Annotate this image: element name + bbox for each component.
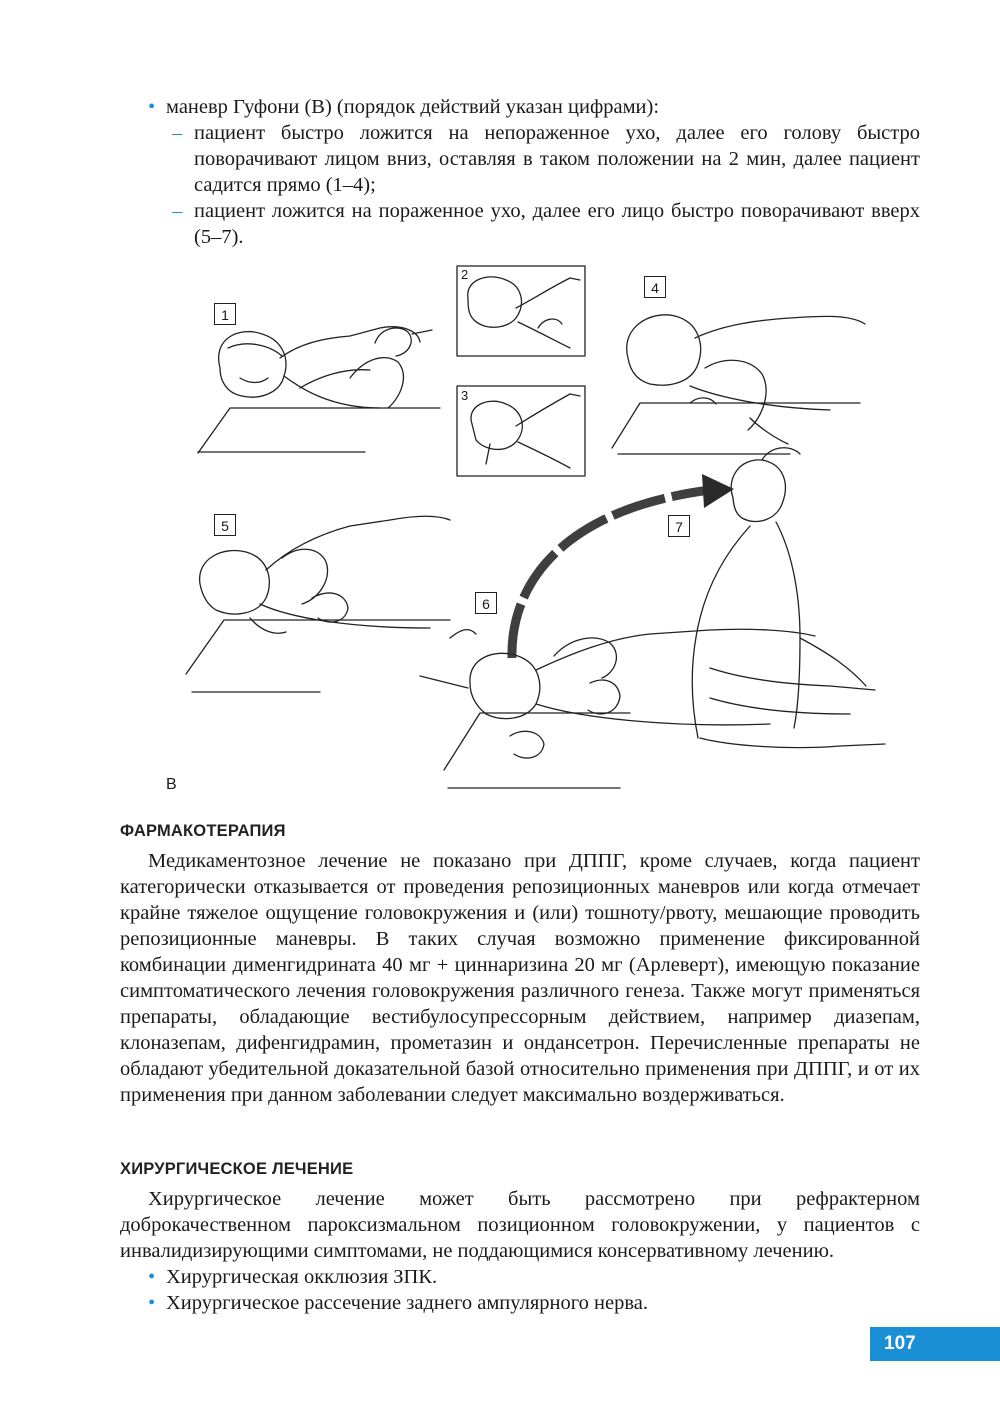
list-item bbox=[148, 1264, 920, 1290]
list-item-text: Хирургическая окклюзия ЗПК. bbox=[166, 1266, 438, 1288]
panel-label-5: 5 bbox=[214, 514, 236, 536]
list-item bbox=[148, 94, 920, 120]
sub-list-item bbox=[148, 198, 920, 250]
panel-label-4: 4 bbox=[644, 276, 666, 298]
panel-label-3: 3 bbox=[461, 388, 469, 403]
list-item bbox=[148, 1290, 920, 1316]
sub-list-item-text: пациент быстро ложится на непораженное ухо, далее его голову быстро поворачивают лицом вниз, оставляя в таком положении на 2 мин, далее пациент садится прямо (1–4); bbox=[194, 122, 920, 196]
panel-label-6: 6 bbox=[475, 592, 497, 614]
section-heading-surgery: ХИРУРГИЧЕСКОЕ ЛЕЧЕНИЕ bbox=[120, 1160, 354, 1178]
panel-label-7: 7 bbox=[668, 515, 690, 537]
sub-list-item-text: пациент ложится на пораженное ухо, далее его лицо быстро поворачивают вверх (5–7). bbox=[194, 200, 920, 248]
sub-list-item bbox=[148, 120, 920, 198]
surgery-list bbox=[148, 1264, 920, 1316]
maneuver-illustration bbox=[150, 258, 890, 808]
surgery-paragraph: Хирургическое лечение может быть рассмотрено при рефрактерном доброкачественном пароксизмальном позиционном головокружении, у пациентов с инвалидизирующими симптомами, не поддающимися консервативному лечению. bbox=[120, 1188, 920, 1262]
arrow-head-icon bbox=[702, 474, 734, 508]
pharmacotherapy-paragraph: Медикаментозное лечение не показано при ДППГ, кроме случаев, когда пациент категорически отказывается от проведения репозиционных маневров или когда отмечает крайне тяжелое ощущение головокружения и (или) тошноту/рвоту, мешающие проводить репозиционные маневры. В таких случая возможно применение фиксированной комбинации дименгидрината 40 мг + циннаризина 20 мг (Арлеверт), имеющую показание симптоматического лечения головокружения различного генеза. Также могут применяться препараты, обладающие вестибулосупрессорным действием, например диазепам, клоназепам, дифенгидрамин, прометазин и ондансетрон. Перечисленные препараты не обладают убедительной доказательной базой относительно применения при ДППГ, и от их применения при данном заболевании следует максимально воздерживаться. bbox=[120, 850, 920, 1106]
panel-label-2: 2 bbox=[461, 267, 469, 282]
illustration-drawing bbox=[150, 258, 890, 808]
bullet-icon: • bbox=[148, 1266, 156, 1288]
bullet-icon: • bbox=[148, 96, 156, 118]
figure-panel-6 bbox=[420, 629, 815, 788]
list-item-text: Хирургическое рассечение заднего ампулярного нерва. bbox=[166, 1292, 648, 1314]
page-number: 107 bbox=[870, 1327, 1000, 1361]
dash-icon: – bbox=[172, 200, 183, 222]
figure-panel-5 bbox=[186, 516, 450, 692]
figure-panel-4 bbox=[612, 315, 865, 454]
maneuver-list bbox=[148, 94, 920, 250]
bullet-icon: • bbox=[148, 1292, 156, 1314]
figure-caption: В bbox=[166, 776, 177, 793]
figure-panel-1 bbox=[198, 327, 440, 453]
figure-panel-2 bbox=[457, 266, 585, 356]
section-heading-pharmacotherapy: ФАРМАКОТЕРАПИЯ bbox=[120, 822, 286, 840]
panel-label-1: 1 bbox=[214, 303, 236, 325]
figure-panel-3 bbox=[457, 386, 585, 476]
list-item-text: маневр Гуфони (В) (порядок действий указан цифрами): bbox=[166, 96, 660, 118]
dash-icon: – bbox=[172, 122, 183, 144]
